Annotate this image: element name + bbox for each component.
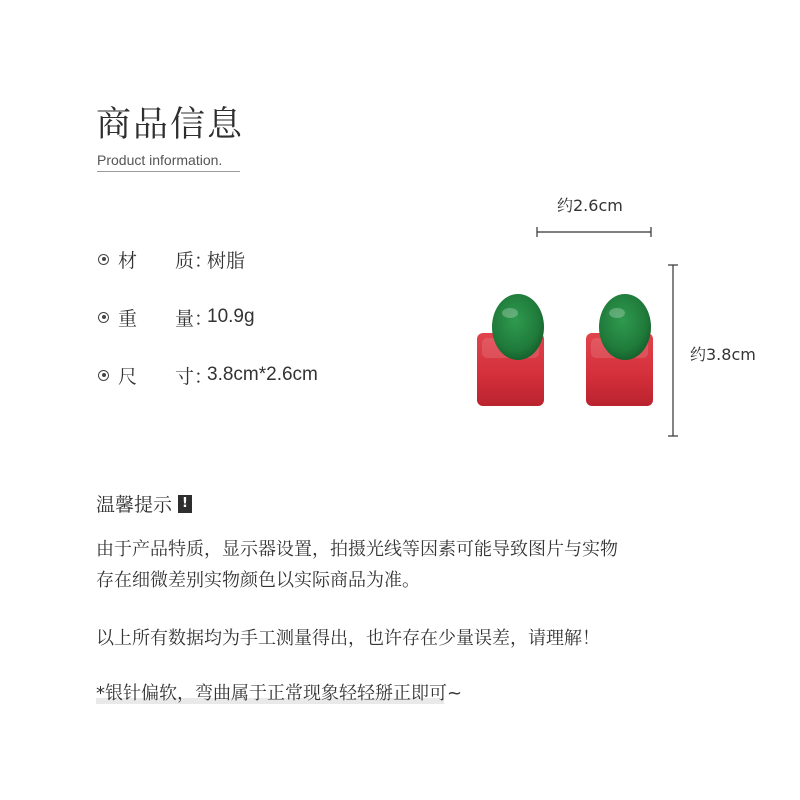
notice-title-text: 温馨提示 — [96, 494, 173, 516]
width-dimension-label: 约2.6cm — [557, 196, 623, 215]
notice-title — [96, 490, 192, 517]
spec-row-weight — [98, 305, 255, 329]
exclamation-icon: ! — [178, 495, 192, 513]
notice-paragraph-1b: 存在细微差别实物颜色以实际商品为准。 — [96, 570, 420, 591]
page-subtitle: Product information. — [97, 152, 223, 168]
bullet-icon — [98, 312, 109, 323]
width-dimension-line — [537, 227, 651, 237]
spec-label: 重 量： — [118, 307, 214, 330]
height-dimension-line — [668, 265, 678, 436]
spec-value: 10.9g — [207, 306, 255, 327]
spec-value: 3.8cm*2.6cm — [207, 364, 318, 385]
notice-paragraph-2: 以上所有数据均为手工测量得出，也许存在少量误差，请理解！ — [96, 628, 600, 649]
bullet-icon — [98, 254, 109, 265]
product-illustration — [470, 220, 685, 445]
spec-label: 材 质： — [118, 249, 214, 272]
spec-label: 尺 寸： — [118, 365, 214, 388]
bullet-icon — [98, 370, 109, 381]
spec-row-size — [98, 363, 318, 387]
notice-paragraph-1a: 由于产品特质，显示器设置，拍摄光线等因素可能导致图片与实物 — [96, 539, 618, 560]
subtitle-underline — [97, 171, 240, 172]
page-title: 商品信息 — [96, 105, 245, 145]
notice-paragraph-3: *银针偏软，弯曲属于正常现象轻轻掰正即可~ — [96, 683, 463, 704]
spec-row-material — [98, 247, 245, 271]
spec-value: 树脂 — [207, 250, 246, 272]
height-dimension-label: 约3.8cm — [690, 345, 756, 364]
left-earring — [477, 294, 544, 406]
right-earring — [586, 294, 653, 406]
